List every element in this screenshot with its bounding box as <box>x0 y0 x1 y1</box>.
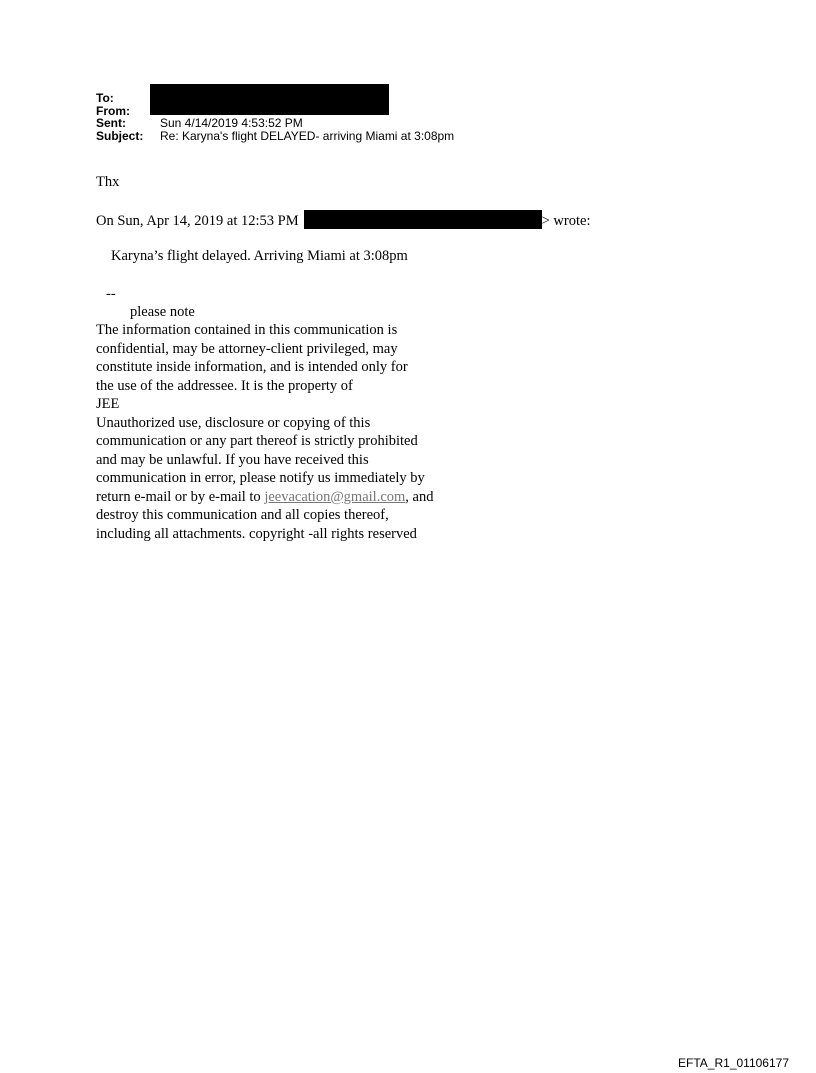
link-line-prefix: return e-mail or by e-mail to <box>96 488 265 505</box>
header-row-to <box>96 92 454 105</box>
disclaimer-line: communication or any part thereof is strictly prohibited <box>96 433 418 449</box>
link-line-suffix: , and <box>405 488 434 505</box>
document-id: EFTA_R1_01106177 <box>678 1056 789 1070</box>
disclaimer-line: constitute inside information, and is intended only for <box>96 359 408 375</box>
to-label: To: <box>96 91 114 105</box>
disclaimer-line: including all attachments. copyright -all rights reserved <box>96 525 417 542</box>
from-value: J <box>160 103 166 118</box>
email-header <box>96 92 454 142</box>
reply-text: Thx <box>96 174 120 190</box>
disclaimer-link-line <box>96 488 433 507</box>
from-label: From: <box>96 103 130 118</box>
confidentiality-disclaimer <box>96 321 433 543</box>
quoted-message: Karyna’s flight delayed. Arriving Miami at 3:08pm <box>111 248 408 264</box>
disclaimer-line: destroy this communication and all copies thereof, <box>96 507 389 523</box>
subject-value: Re: Karyna's flight DELAYED- arriving Miami at 3:08pm <box>160 128 455 143</box>
email-link[interactable]: jeevacation@gmail.com <box>264 488 406 505</box>
quote-intro-suffix: > wrote: <box>541 213 591 229</box>
redaction-block-sender <box>304 210 542 229</box>
quote-intro-prefix: On Sun, Apr 14, 2019 at 12:53 PM <box>96 213 299 229</box>
header-row-subject <box>96 130 454 143</box>
disclaimer-line: The information contained in this communication is <box>96 322 398 338</box>
disclaimer-line: confidential, may be attorney-client privileged, may <box>96 340 398 357</box>
subject-label: Subject: <box>96 128 144 143</box>
signature-separator: -- <box>106 286 116 302</box>
sent-value: Sun 4/14/2019 4:53:52 PM <box>160 116 303 130</box>
sent-label: Sent: <box>96 116 126 130</box>
signature-note: please note <box>130 304 195 320</box>
disclaimer-line: Unauthorized use, disclosure or copying of this <box>96 414 371 431</box>
quote-intro <box>96 210 590 231</box>
disclaimer-line: and may be unlawful. If you have received this <box>96 451 369 468</box>
disclaimer-line: communication in error, please notify us immediately by <box>96 470 425 486</box>
disclaimer-line: JEE <box>96 396 120 412</box>
header-row-sent <box>96 117 454 130</box>
disclaimer-line: the use of the addressee. It is the property of <box>96 377 353 394</box>
